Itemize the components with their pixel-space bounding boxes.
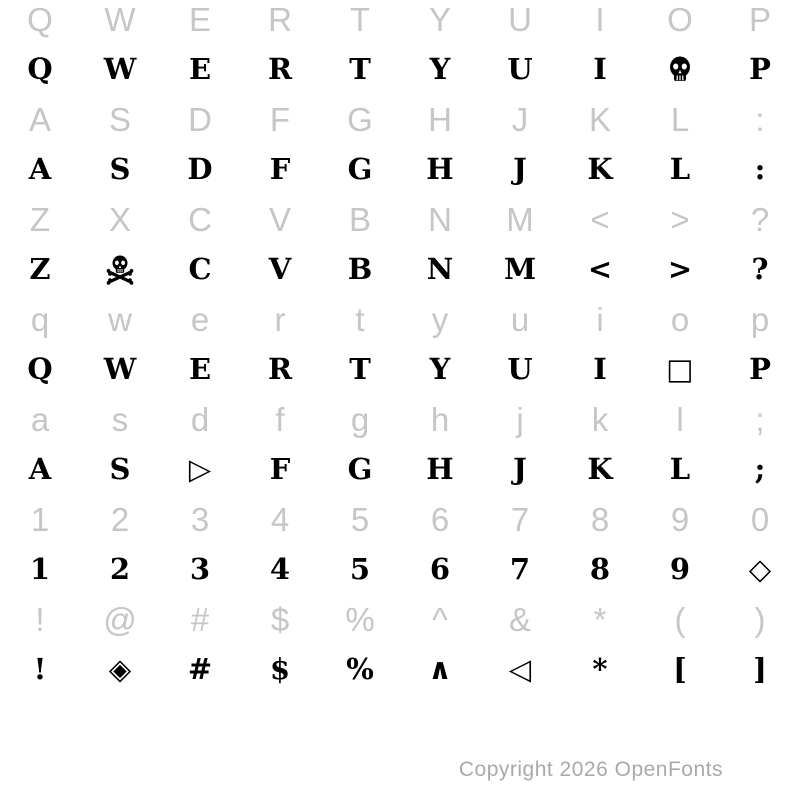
glyph-cell: N (426, 251, 454, 286)
glyph-cell: □ (666, 351, 694, 386)
glyph-cell: 7 (509, 551, 531, 586)
glyph-cell: ; (754, 451, 766, 486)
glyph-cell: F (269, 451, 291, 486)
glyph-cell: # (187, 651, 213, 686)
char-label: ( (674, 600, 686, 638)
char-label: @ (103, 600, 137, 638)
character-row-pair (0, 200, 800, 300)
char-label: y (431, 300, 449, 338)
glyph-cell: E (188, 51, 212, 86)
reference-char-row (0, 200, 800, 238)
char-label: X (108, 200, 131, 238)
char-label: l (676, 400, 684, 438)
character-row-pair (0, 300, 800, 400)
font-glyph-row (0, 438, 800, 500)
glyph-cell: 5 (349, 551, 371, 586)
char-label: s (111, 400, 129, 438)
char-label: O (667, 0, 693, 38)
char-label: > (670, 200, 690, 238)
char-label: % (345, 600, 375, 638)
char-label: w (108, 300, 132, 338)
font-glyph-row (0, 338, 800, 400)
char-label: h (430, 400, 450, 438)
char-label: 6 (430, 500, 450, 538)
glyph-cell: Q (27, 351, 53, 386)
char-label: I (595, 0, 605, 38)
reference-char-row (0, 100, 800, 138)
char-label: q (30, 300, 50, 338)
char-label: 3 (190, 500, 210, 538)
char-label: H (428, 100, 452, 138)
copyright-text: Copyright 2026 OpenFonts (458, 758, 723, 781)
char-label: r (274, 300, 286, 338)
glyph-cell: 1 (29, 551, 51, 586)
glyph-cell: W (103, 351, 137, 386)
glyph-cell: * (592, 651, 608, 686)
char-label: u (510, 300, 530, 338)
char-label: 1 (30, 500, 50, 538)
glyph-cell: G (347, 451, 373, 486)
glyph-cell: ▷ (188, 451, 212, 486)
char-label: # (190, 600, 210, 638)
char-label: J (511, 100, 529, 138)
char-label: 5 (350, 500, 370, 538)
char-label: V (268, 200, 291, 238)
reference-char-row (0, 500, 800, 538)
glyph-cell: 3 (189, 551, 211, 586)
glyph-cell: 9 (669, 551, 691, 586)
char-label: L (670, 100, 690, 138)
char-label: 7 (510, 500, 530, 538)
glyph-cell: 6 (429, 551, 451, 586)
char-label: M (506, 200, 534, 238)
glyph-cell: > (667, 251, 693, 286)
font-glyph-row (0, 138, 800, 200)
char-label: f (275, 400, 285, 438)
glyph-cell: ! (33, 651, 47, 686)
glyph-cell: [ (673, 651, 687, 686)
glyph-cell: ◈ (108, 651, 132, 686)
glyph-cell: R (267, 51, 293, 86)
char-label: Q (27, 0, 53, 38)
glyph-cell: P (749, 351, 771, 386)
font-glyph-row (0, 238, 800, 300)
glyph-cell: W (103, 51, 137, 86)
glyph-cell: J (513, 451, 527, 486)
font-glyph-row (0, 538, 800, 600)
char-label: a (30, 400, 50, 438)
glyph-cell: 8 (589, 551, 611, 586)
glyph-cell: ◁ (508, 651, 532, 686)
glyph-cell: T (349, 351, 371, 386)
glyph-cell: R (267, 351, 293, 386)
char-label: $ (270, 600, 290, 638)
char-label: A (28, 100, 51, 138)
glyph-cell: S (109, 451, 131, 486)
char-label: * (593, 600, 607, 638)
char-label: 2 (110, 500, 130, 538)
char-label: ^ (432, 600, 448, 638)
character-row-pair (0, 100, 800, 200)
glyph-cell: Z (29, 251, 51, 286)
char-label: 4 (270, 500, 290, 538)
glyph-cell: F (269, 151, 291, 186)
glyph-cell: ] (753, 651, 767, 686)
glyph-cell: P (749, 51, 771, 86)
char-label: K (588, 100, 611, 138)
char-label: & (508, 600, 531, 638)
glyph-cell: ∧ (428, 651, 452, 686)
char-label: p (750, 300, 770, 338)
glyph-cell: < (587, 251, 613, 286)
char-label: 9 (670, 500, 690, 538)
glyph-cell: U (507, 51, 533, 86)
char-label: ) (754, 600, 766, 638)
font-glyph-row (0, 638, 800, 700)
glyph-cell: Q (27, 51, 53, 86)
glyph-cell: L (669, 451, 691, 486)
glyph-cell: H (426, 151, 454, 186)
reference-char-row (0, 600, 800, 638)
glyph-cell: % (346, 651, 374, 686)
glyph-cell: H (426, 451, 454, 486)
glyph-cell: K (587, 151, 613, 186)
char-label: F (269, 100, 291, 138)
glyph-cell: S (109, 151, 131, 186)
char-label: E (188, 0, 211, 38)
glyph-cell: ◇ (748, 551, 772, 586)
character-row-pair (0, 500, 800, 600)
char-label: 0 (750, 500, 770, 538)
char-label: C (188, 200, 212, 238)
char-label: i (596, 300, 604, 338)
reference-char-row (0, 400, 800, 438)
char-label: e (190, 300, 210, 338)
glyph-cell: Y (429, 51, 451, 86)
char-label: g (350, 400, 370, 438)
glyph-cell: Y (429, 351, 451, 386)
char-label: B (348, 200, 371, 238)
char-label: N (428, 200, 452, 238)
glyph-cell: M (503, 251, 537, 286)
char-label: ; (755, 400, 765, 438)
char-label: d (190, 400, 210, 438)
character-row-pair (0, 600, 800, 700)
reference-char-row (0, 0, 800, 38)
char-label: D (188, 100, 212, 138)
reference-char-row (0, 300, 800, 338)
char-label: S (108, 100, 131, 138)
glyph-cell: I (593, 351, 607, 386)
glyph-cell: : (754, 151, 766, 186)
glyph-cell: A (28, 451, 52, 486)
char-label: P (748, 0, 771, 38)
glyph-cell: L (669, 151, 691, 186)
glyph-cell: E (188, 351, 212, 386)
char-label: Z (29, 200, 51, 238)
glyph-cell: D (187, 151, 213, 186)
character-row-pair (0, 0, 800, 100)
char-label: t (355, 300, 365, 338)
char-label: ! (35, 600, 45, 638)
char-label: U (508, 0, 532, 38)
skull-icon (640, 54, 720, 84)
glyph-cell: B (347, 251, 373, 286)
glyph-cell: ? (751, 251, 769, 286)
char-label: j (516, 400, 524, 438)
char-label: : (755, 100, 765, 138)
glyph-cell: C (188, 251, 212, 286)
char-label: G (347, 100, 373, 138)
glyph-cell: $ (269, 651, 291, 686)
char-label: W (104, 0, 136, 38)
glyph-cell: K (587, 451, 613, 486)
glyph-cell: 4 (269, 551, 291, 586)
char-label: Y (428, 0, 451, 38)
font-glyph-row (0, 38, 800, 100)
char-label: T (349, 0, 371, 38)
glyph-cell: I (593, 51, 607, 86)
char-label: < (590, 200, 610, 238)
character-row-pair (0, 400, 800, 500)
glyph-cell: G (347, 151, 373, 186)
char-label: k (591, 400, 609, 438)
char-label: o (670, 300, 690, 338)
glyph-cell: U (507, 351, 533, 386)
glyph-cell: T (349, 51, 371, 86)
char-label: 8 (590, 500, 610, 538)
char-label: ? (750, 200, 770, 238)
glyph-cell: 2 (109, 551, 131, 586)
glyph-cell: J (513, 151, 527, 186)
skull-crossbones-icon (80, 254, 160, 285)
char-label: R (268, 0, 292, 38)
glyph-cell: A (28, 151, 52, 186)
glyph-cell: V (268, 251, 292, 286)
